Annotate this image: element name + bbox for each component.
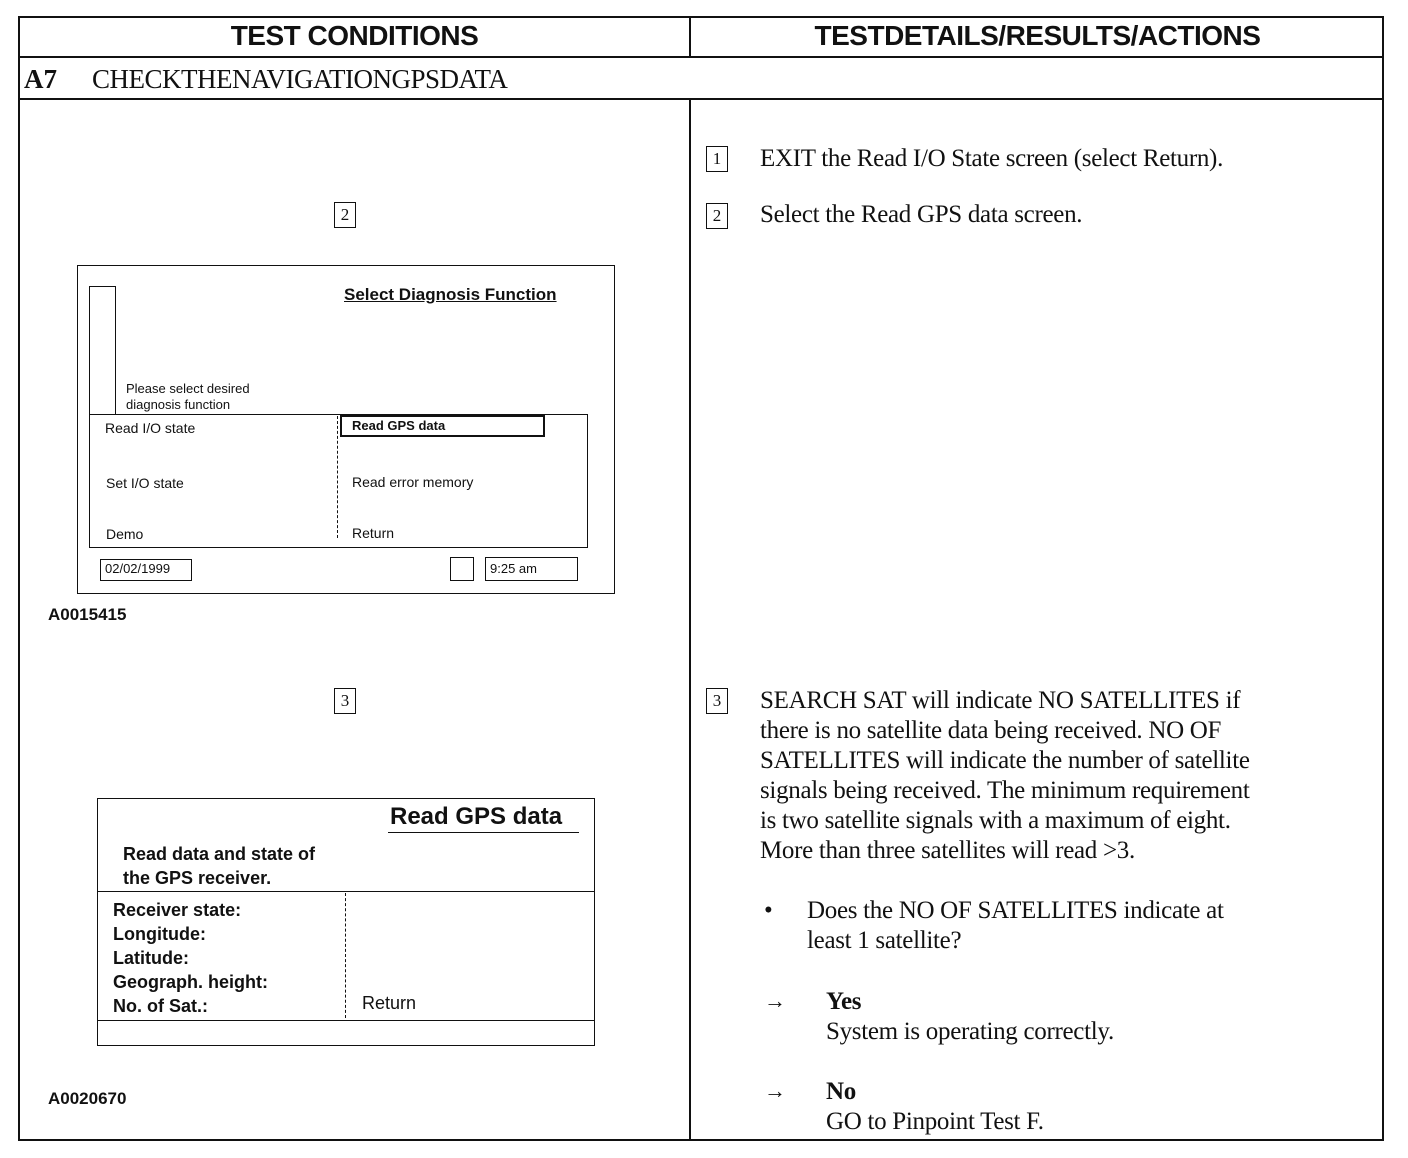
step1-text: EXIT the Read I/O State screen (select Return). bbox=[760, 145, 1224, 172]
menu-read-gps-data[interactable]: Read GPS data bbox=[340, 415, 545, 437]
diagnosis-prompt-line2: diagnosis function bbox=[126, 397, 231, 412]
gps-field-latitude: Latitude: bbox=[113, 948, 189, 968]
step3-box: 3 bbox=[706, 688, 728, 714]
menu-set-io-state[interactable]: Set I/O state bbox=[106, 475, 184, 491]
menu-return[interactable]: Return bbox=[352, 525, 395, 541]
menu-demo[interactable]: Demo bbox=[106, 526, 144, 542]
no-text: GO to Pinpoint Test F. bbox=[826, 1108, 1044, 1135]
step2-text: Select the Read GPS data screen. bbox=[760, 201, 1083, 228]
gps-column-divider bbox=[345, 893, 346, 1018]
step3-line: there is no satellite data being received. NO OF bbox=[760, 717, 1222, 744]
section-divider bbox=[18, 98, 1384, 100]
gps-screen-title: Read GPS data bbox=[390, 803, 563, 830]
section-title: CHECKTHENAVIGATIONGPSDATA bbox=[92, 64, 508, 94]
no-label: No bbox=[826, 1078, 856, 1105]
menu-read-io-state[interactable]: Read I/O state bbox=[105, 420, 196, 436]
step3-line: More than three satellites will read >3. bbox=[760, 837, 1135, 864]
gps-field-longitude: Longitude: bbox=[113, 924, 206, 944]
gps-field-list bbox=[113, 898, 268, 1018]
yes-text: System is operating correctly. bbox=[826, 1018, 1114, 1045]
step3-line: is two satellite signals with a maximum of eight. bbox=[760, 807, 1231, 834]
fig2-step-box: 3 bbox=[334, 688, 356, 714]
gps-desc-line2: the GPS receiver. bbox=[123, 868, 272, 888]
diagnosis-prompt-line1: Please select desired bbox=[126, 381, 250, 396]
menu-divider bbox=[337, 416, 338, 538]
gps-field-receiver-state: Receiver state: bbox=[113, 900, 242, 920]
menu-read-error-memory[interactable]: Read error memory bbox=[352, 474, 474, 490]
gps-bottom-divider bbox=[97, 1020, 595, 1021]
step2-box: 2 bbox=[706, 203, 728, 229]
time-display: 9:25 am bbox=[485, 557, 578, 581]
fig2-label: A0020670 bbox=[48, 1089, 127, 1108]
step3-line: signals being received. The minimum requirement bbox=[760, 777, 1250, 804]
header-test-details: TESTDETAILS/RESULTS/ACTIONS bbox=[814, 20, 1261, 51]
gps-return[interactable]: Return bbox=[362, 993, 417, 1013]
fig1-label: A0015415 bbox=[48, 605, 127, 624]
bullet-marker: • bbox=[764, 897, 773, 924]
step3-line: SEARCH SAT will indicate NO SATELLITES if bbox=[760, 687, 1241, 714]
yes-arrow-icon: → bbox=[764, 988, 786, 1013]
no-arrow-icon: → bbox=[764, 1078, 786, 1103]
status-square bbox=[450, 557, 474, 581]
step1-box: 1 bbox=[706, 146, 728, 172]
question-line2: least 1 satellite? bbox=[807, 927, 962, 954]
body-column-divider bbox=[689, 98, 691, 1141]
date-display: 02/02/1999 bbox=[100, 559, 192, 581]
gps-title-underline bbox=[388, 832, 579, 833]
header-test-conditions: TEST CONDITIONS bbox=[230, 20, 479, 51]
question-line1: Does the NO OF SATELLITES indicate at bbox=[807, 897, 1224, 924]
gps-field-geograph-height: Geograph. height: bbox=[113, 972, 268, 992]
step3-paragraph bbox=[760, 686, 1250, 866]
diagnosis-screen-title: Select Diagnosis Function bbox=[344, 285, 557, 304]
gps-top-divider bbox=[97, 891, 595, 892]
yes-label: Yes bbox=[826, 988, 862, 1015]
gps-desc-line1: Read data and state of bbox=[123, 844, 316, 864]
gps-field-no-of-sat: No. of Sat.: bbox=[113, 996, 208, 1016]
header-divider bbox=[18, 56, 1384, 58]
fig1-step-box: 2 bbox=[334, 202, 356, 228]
diagnosis-side-panel bbox=[89, 286, 116, 415]
section-code: A7 bbox=[24, 64, 57, 94]
step3-line: SATELLITES will indicate the number of satellite bbox=[760, 747, 1250, 774]
